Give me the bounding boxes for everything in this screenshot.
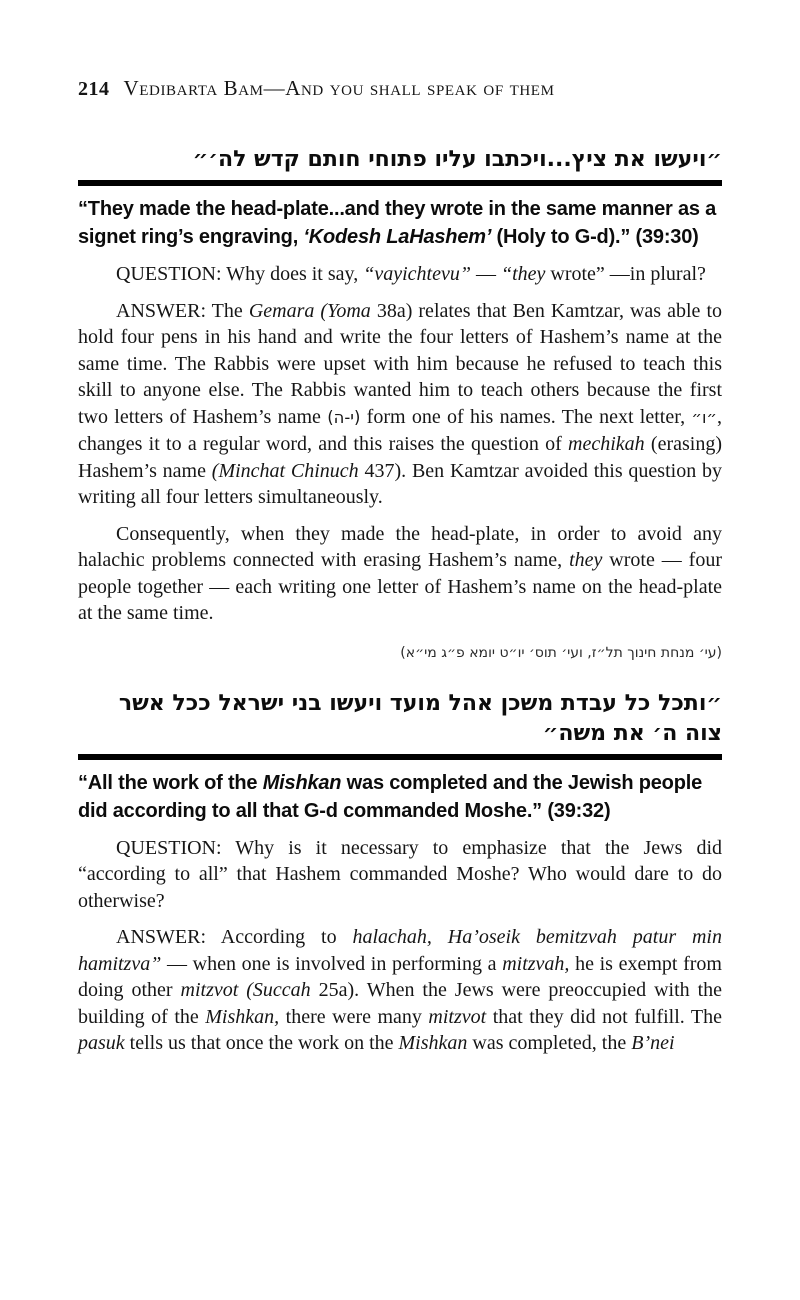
section-mishkan-completed xyxy=(78,689,722,1057)
running-title: Vedibarta Bam—And you shall speak of them xyxy=(123,76,555,100)
answer-paragraph: ANSWER: The Gemara (Yoma 38a) relates that Ben Kamtzar, was able to hold four pens in his hand and write the four letters of Hashem’s name at the same time. The Rabbis were upset with him because he refused to teach this skill to anyone else. The Rabbis wanted him to teach others because the first two letters of Hashem’s name (י-ה) form one of his names. The next letter, ״ו״, changes it to a regular word, and this raises the question of mechikah (erasing) Hashem’s name (Minchat Chinuch 437). Ben Kamtzar avoided this question by writing all four letters simultaneously. xyxy=(78,299,723,508)
divider-bar xyxy=(78,180,722,186)
section-head-plate xyxy=(78,145,722,663)
page-number: 214 xyxy=(78,78,110,100)
answer-paragraph: ANSWER: According to halachah, Ha’oseik bemitzvah patur min hamitzva” — when one is involved in performing a mitzvah, he is exempt from doing other mitzvot (Succah 25a). When the Jews were preoccupied with the building of the Mishkan, there were many mitzvot that they did not fulfill. The pasuk tells us that once the work on the Mishkan was completed, the B’nei xyxy=(78,926,723,1054)
question-paragraph: QUESTION: Why is it necessary to emphasize that the Jews did “according to all” that Hashem commanded Moshe? Who would dare to do otherwise? xyxy=(78,836,722,912)
divider-bar xyxy=(78,754,722,760)
verse-translation: “All the work of the Mishkan was completed and the Jewish people did according to all that G-d commanded Moshe.” (39:32) xyxy=(78,771,702,822)
hebrew-verse-heading: ״ותכל כל עבדת משכן אהל מועד ויעשו בני ישראל ככל אשר צוה ה׳ את משה״ xyxy=(118,690,722,746)
footnote-citation: (עי׳ מנחת חינוך תל״ז, ועי׳ תוס׳ יו״ט יומא פ״ג מי״א) xyxy=(400,644,722,661)
conclusion-paragraph: Consequently, when they made the head-plate, in order to avoid any halachic problems connected with erasing Hashem’s name, they wrote — four people together — each writing one letter of Hashem’s name on the head-plate at the same time. xyxy=(78,522,722,624)
question-paragraph: QUESTION: Why does it say, “vayichtevu” — “they wrote” —in plural? xyxy=(116,263,706,285)
verse-translation: “They made the head-plate...and they wrote in the same manner as a signet ring’s engraving, ‘Kodesh LaHashem’ (Holy to G-d).” (39:30) xyxy=(78,198,717,248)
hebrew-verse-heading: ״ויעשו את ציץ...ויכתבו עליו פתוחי חותם קדש לה׳״ xyxy=(192,147,722,172)
page-header xyxy=(78,76,722,101)
